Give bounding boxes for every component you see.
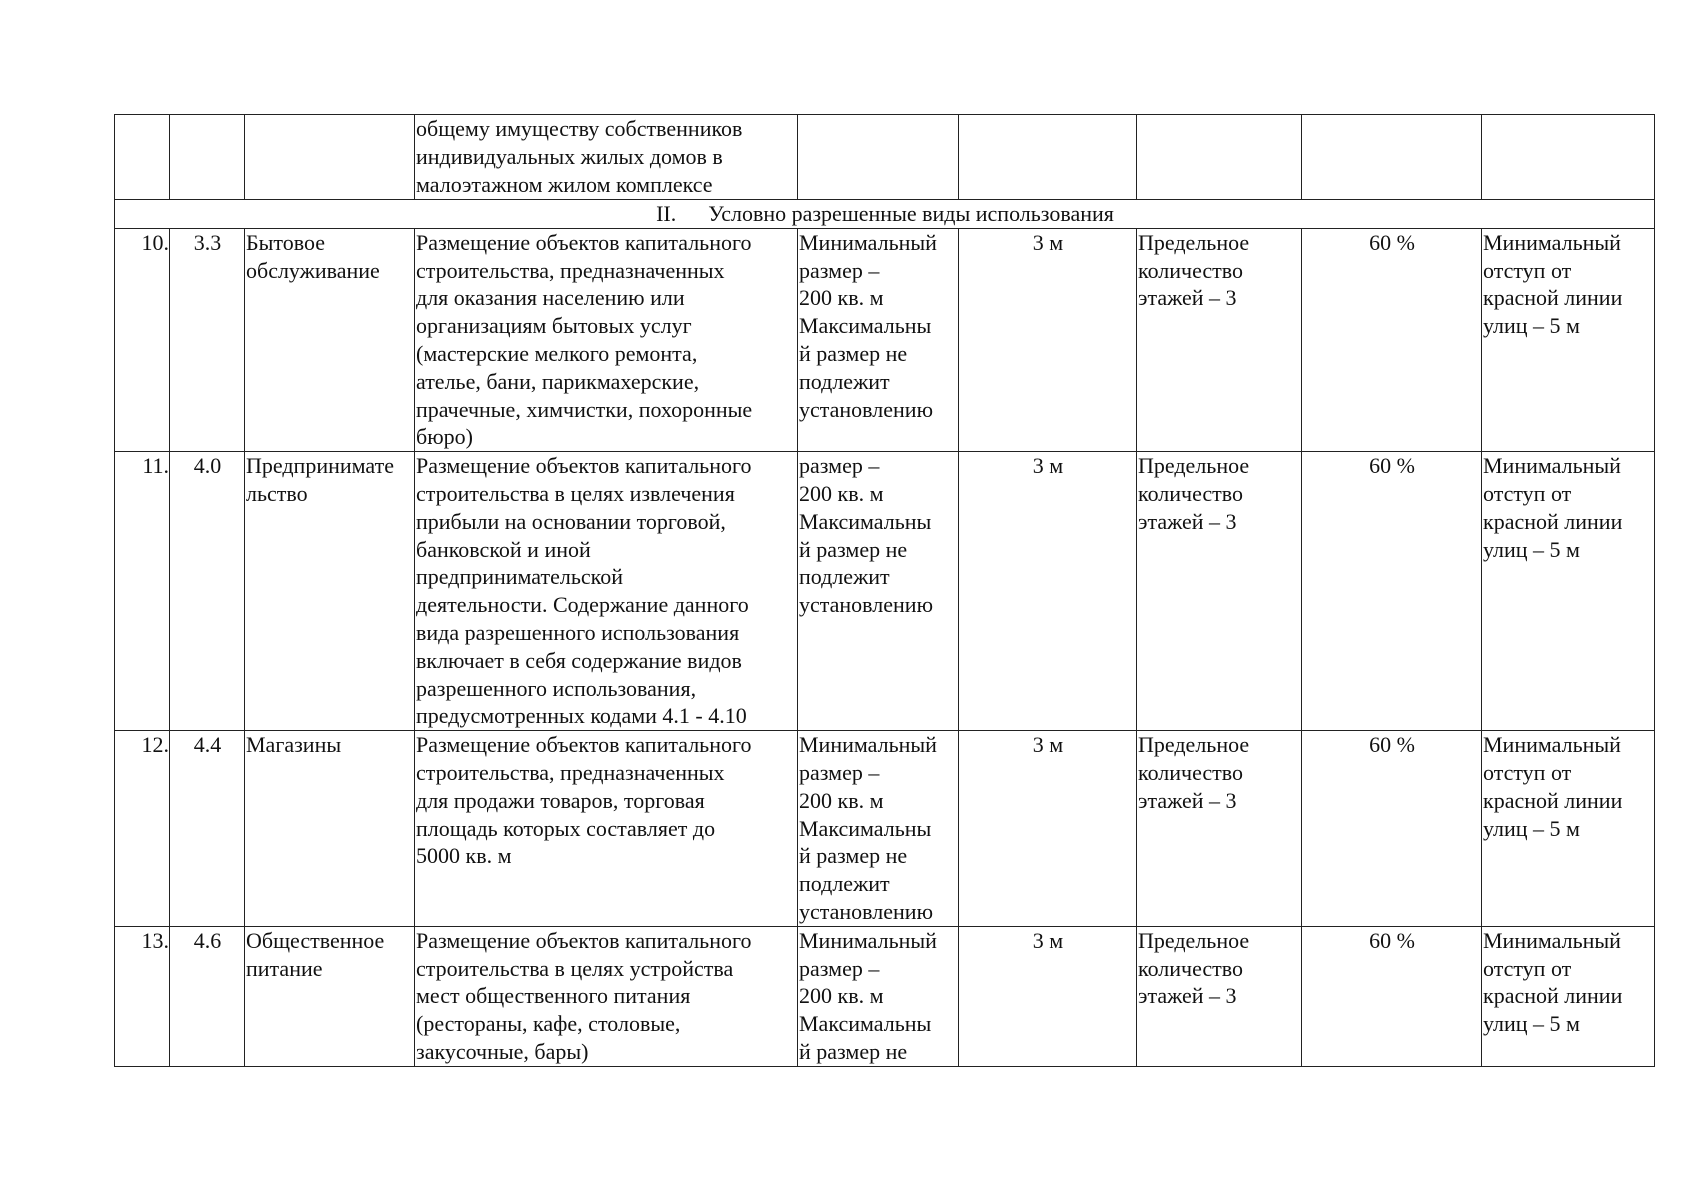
row-code: 4.6 — [170, 926, 245, 1066]
row-size: размер – 200 кв. м Максимальны й размер не подлежит установлению — [798, 452, 959, 731]
row-name: Магазины — [245, 731, 415, 927]
row-name: Общественное питание — [245, 926, 415, 1066]
row-setback: 3 м — [959, 452, 1137, 731]
table-row — [115, 228, 1655, 451]
row-coverage: 60 % — [1302, 926, 1482, 1066]
row-extra: Минимальный отступ от красной линии улиц – 5 м — [1482, 452, 1655, 731]
table-row — [115, 926, 1655, 1066]
row-size: Минимальный размер – 200 кв. м Максимальны й размер не подлежит установлению — [798, 228, 959, 451]
row-number: 13. — [115, 926, 170, 1066]
row-description: Размещение объектов капитального строительства, предназначенных для продажи товаров, торговая площадь которых составляет до 5000 кв. м — [415, 731, 798, 927]
section-title: Условно разрешенные виды использования — [708, 201, 1114, 226]
section-header-row — [115, 200, 1655, 229]
row-floors: Предельное количество этажей – 3 — [1137, 228, 1302, 451]
row-setback: 3 м — [959, 926, 1137, 1066]
row-name: Предпринимате льство — [245, 452, 415, 731]
cell-description: общему имуществу собственников индивидуальных жилых домов в малоэтажном жилом комплексе — [415, 115, 798, 200]
row-setback: 3 м — [959, 731, 1137, 927]
cell-floors — [1137, 115, 1302, 200]
row-number: 11. — [115, 452, 170, 731]
row-number: 10. — [115, 228, 170, 451]
row-description: Размещение объектов капитального строительства, предназначенных для оказания населению или организациям бытовых услуг (мастерские мелкого ремонта, ателье, бани, парикмахерские, прачечные, химчистки, похоронные бюро) — [415, 228, 798, 451]
row-description: Размещение объектов капитального строительства в целях извлечения прибыли на основании торговой, банковской и иной предпринимательской деятельности. Содержание данного вида разрешенного использования включает в себя содержание видов разрешенного использования, предусмотренных кодами 4.1 - 4.10 — [415, 452, 798, 731]
cell-coverage — [1302, 115, 1482, 200]
cell-size — [798, 115, 959, 200]
row-floors: Предельное количество этажей – 3 — [1137, 731, 1302, 927]
row-coverage: 60 % — [1302, 452, 1482, 731]
row-name: Бытовое обслуживание — [245, 228, 415, 451]
section-number: II. — [656, 201, 677, 226]
row-description: Размещение объектов капитального строительства в целях устройства мест общественного питания (рестораны, кафе, столовые, закусочные, бары) — [415, 926, 798, 1066]
table-row — [115, 731, 1655, 927]
row-size: Минимальный размер – 200 кв. м Максимальны й размер не — [798, 926, 959, 1066]
row-floors: Предельное количество этажей – 3 — [1137, 926, 1302, 1066]
row-extra: Минимальный отступ от красной линии улиц – 5 м — [1482, 228, 1655, 451]
row-extra: Минимальный отступ от красной линии улиц – 5 м — [1482, 731, 1655, 927]
cell-num — [115, 115, 170, 200]
row-coverage: 60 % — [1302, 228, 1482, 451]
land-use-table — [114, 114, 1655, 1067]
row-code: 4.0 — [170, 452, 245, 731]
cell-setback — [959, 115, 1137, 200]
table-row — [115, 452, 1655, 731]
row-number: 12. — [115, 731, 170, 927]
cell-code — [170, 115, 245, 200]
row-coverage: 60 % — [1302, 731, 1482, 927]
row-extra: Минимальный отступ от красной линии улиц – 5 м — [1482, 926, 1655, 1066]
row-size: Минимальный размер – 200 кв. м Максимальны й размер не подлежит установлению — [798, 731, 959, 927]
section-heading — [115, 200, 1655, 229]
row-code: 3.3 — [170, 228, 245, 451]
row-code: 4.4 — [170, 731, 245, 927]
row-setback: 3 м — [959, 228, 1137, 451]
cell-name — [245, 115, 415, 200]
row-floors: Предельное количество этажей – 3 — [1137, 452, 1302, 731]
cell-extra — [1482, 115, 1655, 200]
carry-over-row — [115, 115, 1655, 200]
